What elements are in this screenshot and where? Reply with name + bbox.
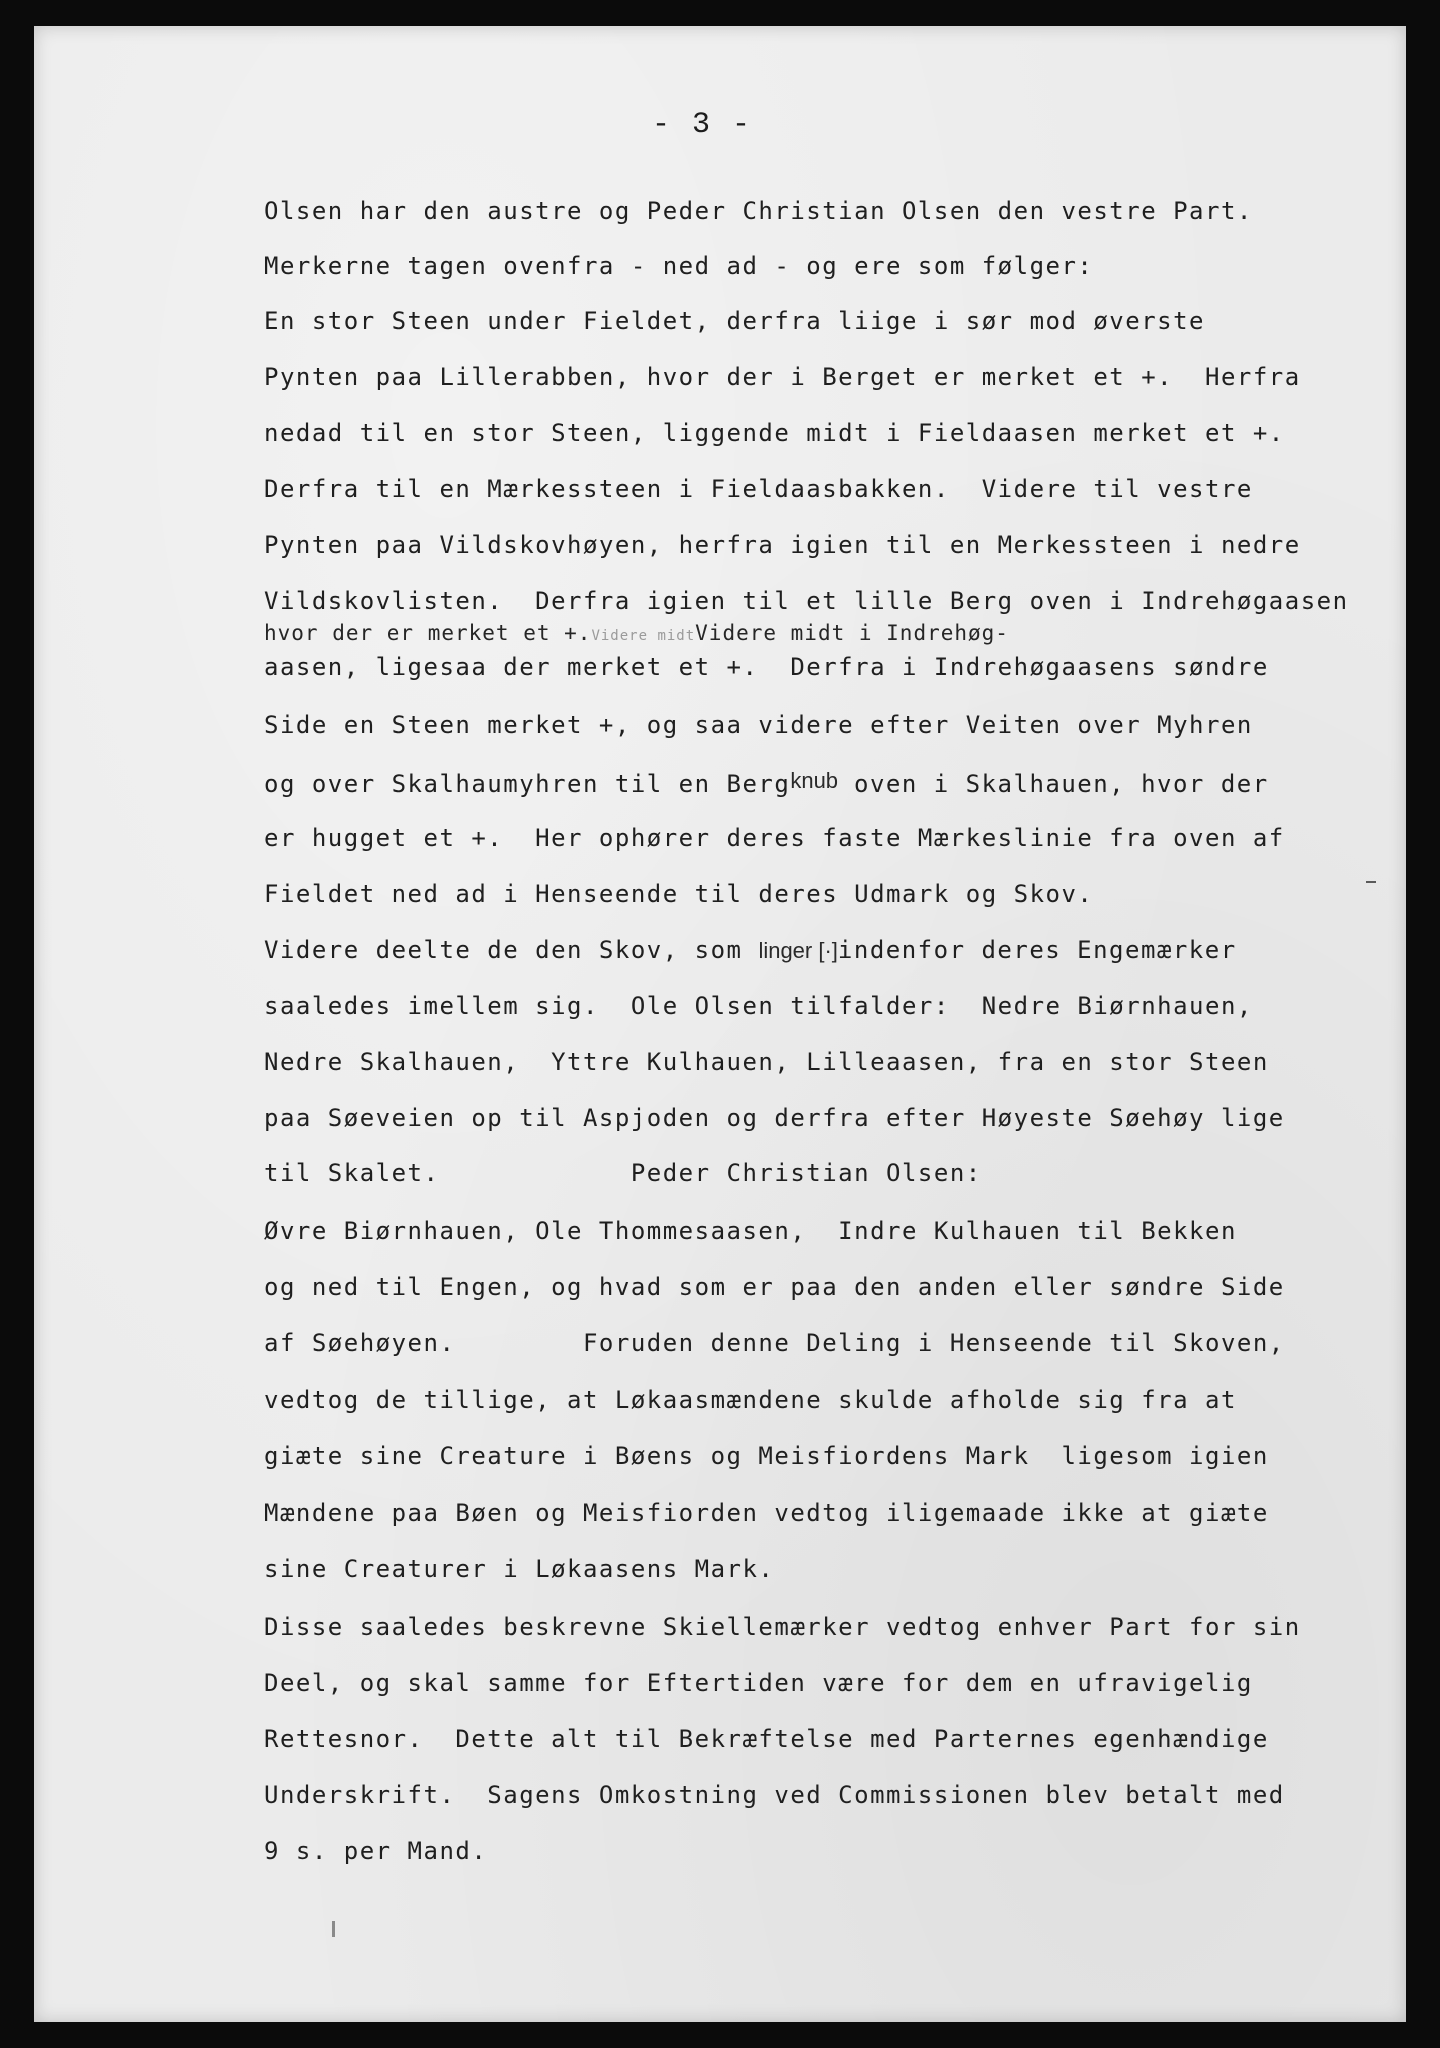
text-line: En stor Steen under Fieldet, derfra liige i sør mod øverste bbox=[264, 307, 1206, 335]
text-line: nedad til en stor Steen, liggende midt i Fieldaasen merket et +. bbox=[264, 419, 1285, 447]
text-line: Side en Steen merket +, og saa videre efter Veiten over Myhren bbox=[264, 711, 1253, 739]
text-line: Derfra til en Mærkessteen i Fieldaasbakken. Videre til vestre bbox=[264, 475, 1253, 503]
text-line: vedtog de tillige, at Løkaasmændene skulde afholde sig fra at bbox=[264, 1386, 1237, 1414]
text-line: til Skalet. Peder Christian Olsen: bbox=[264, 1159, 982, 1187]
text-fragment: oven i Skalhauen, hvor der bbox=[838, 770, 1269, 798]
text-line: af Søehøyen. Foruden denne Deling i Henseende til Skoven, bbox=[264, 1329, 1285, 1357]
inserted-line bbox=[264, 618, 1009, 648]
document-page bbox=[34, 26, 1406, 2022]
margin-mark bbox=[1366, 881, 1376, 883]
text-line: Pynten paa Lillerabben, hvor der i Berget er merket et +. Herfra bbox=[264, 363, 1301, 391]
text-fragment: og over Skalhaumyhren til en Berg bbox=[264, 770, 791, 798]
text-line: Øvre Biørnhauen, Ole Thommesaasen, Indre Kulhauen til Bekken bbox=[264, 1217, 1237, 1245]
text-line: Fieldet ned ad i Henseende til deres Udmark og Skov. bbox=[264, 880, 1094, 908]
inserted-text: hvor der er merket et +. bbox=[264, 621, 592, 645]
text-line: Pynten paa Vildskovhøyen, herfra igien til en Merkessteen i nedre bbox=[264, 531, 1301, 559]
text-fragment: Videre deelte de den Skov, som bbox=[264, 936, 759, 964]
text-line: Underskrift. Sagens Omkostning ved Commissionen blev betalt med bbox=[264, 1781, 1285, 1809]
text-line: Mændene paa Bøen og Meisfiorden vedtog iligemaade ikke at giæte bbox=[264, 1499, 1269, 1527]
handwritten-insert: linger [·] bbox=[758, 938, 838, 963]
body-text bbox=[264, 26, 1404, 1865]
handwritten-insert: knub bbox=[790, 768, 839, 793]
text-line: Disse saaledes beskrevne Skiellemærker vedtog enhver Part for sin bbox=[264, 1613, 1301, 1641]
text-line: 9 s. per Mand. bbox=[264, 1837, 488, 1865]
text-fragment: indenfor deres Engemærker bbox=[837, 936, 1237, 964]
text-line: aasen, ligesaa der merket et +. Derfra i Indrehøgaasens søndre bbox=[264, 653, 1269, 681]
page-number: - 3 - bbox=[651, 108, 752, 142]
text-line: saaledes imellem sig. Ole Olsen tilfalder: Nedre Biørnhauen, bbox=[264, 992, 1253, 1020]
text-line: Olsen har den austre og Peder Christian Olsen den vestre Part. bbox=[264, 197, 1253, 225]
text-line: sine Creaturer i Løkaasens Mark. bbox=[264, 1555, 775, 1583]
text-line: og ned til Engen, og hvad som er paa den anden eller søndre Side bbox=[264, 1273, 1285, 1301]
text-line: Merkerne tagen ovenfra - ned ad - og ere som følger: bbox=[264, 252, 1094, 280]
text-line: giæte sine Creature i Bøens og Meisfiordens Mark ligesom igien bbox=[264, 1442, 1269, 1470]
text-line bbox=[264, 935, 1237, 965]
text-line bbox=[264, 766, 1269, 796]
text-line: Vildskovlisten. Derfra igien til et lille Berg oven i Indrehøgaasen bbox=[264, 587, 1349, 615]
text-line: er hugget et +. Her ophører deres faste Mærkeslinie fra oven af bbox=[264, 824, 1285, 852]
inserted-text: Videre midt i Indrehøg- bbox=[695, 621, 1009, 645]
text-line: Rettesnor. Dette alt til Bekræftelse med Parternes egenhændige bbox=[264, 1725, 1269, 1753]
struck-text: Videre midt bbox=[591, 628, 696, 644]
margin-mark bbox=[332, 1921, 335, 1937]
text-line: Nedre Skalhauen, Yttre Kulhauen, Lilleaasen, fra en stor Steen bbox=[264, 1048, 1269, 1076]
text-line: Deel, og skal samme for Eftertiden være for dem en ufravigelig bbox=[264, 1669, 1253, 1697]
text-line: paa Søeveien op til Aspjoden og derfra efter Høyeste Søehøy lige bbox=[264, 1104, 1285, 1132]
